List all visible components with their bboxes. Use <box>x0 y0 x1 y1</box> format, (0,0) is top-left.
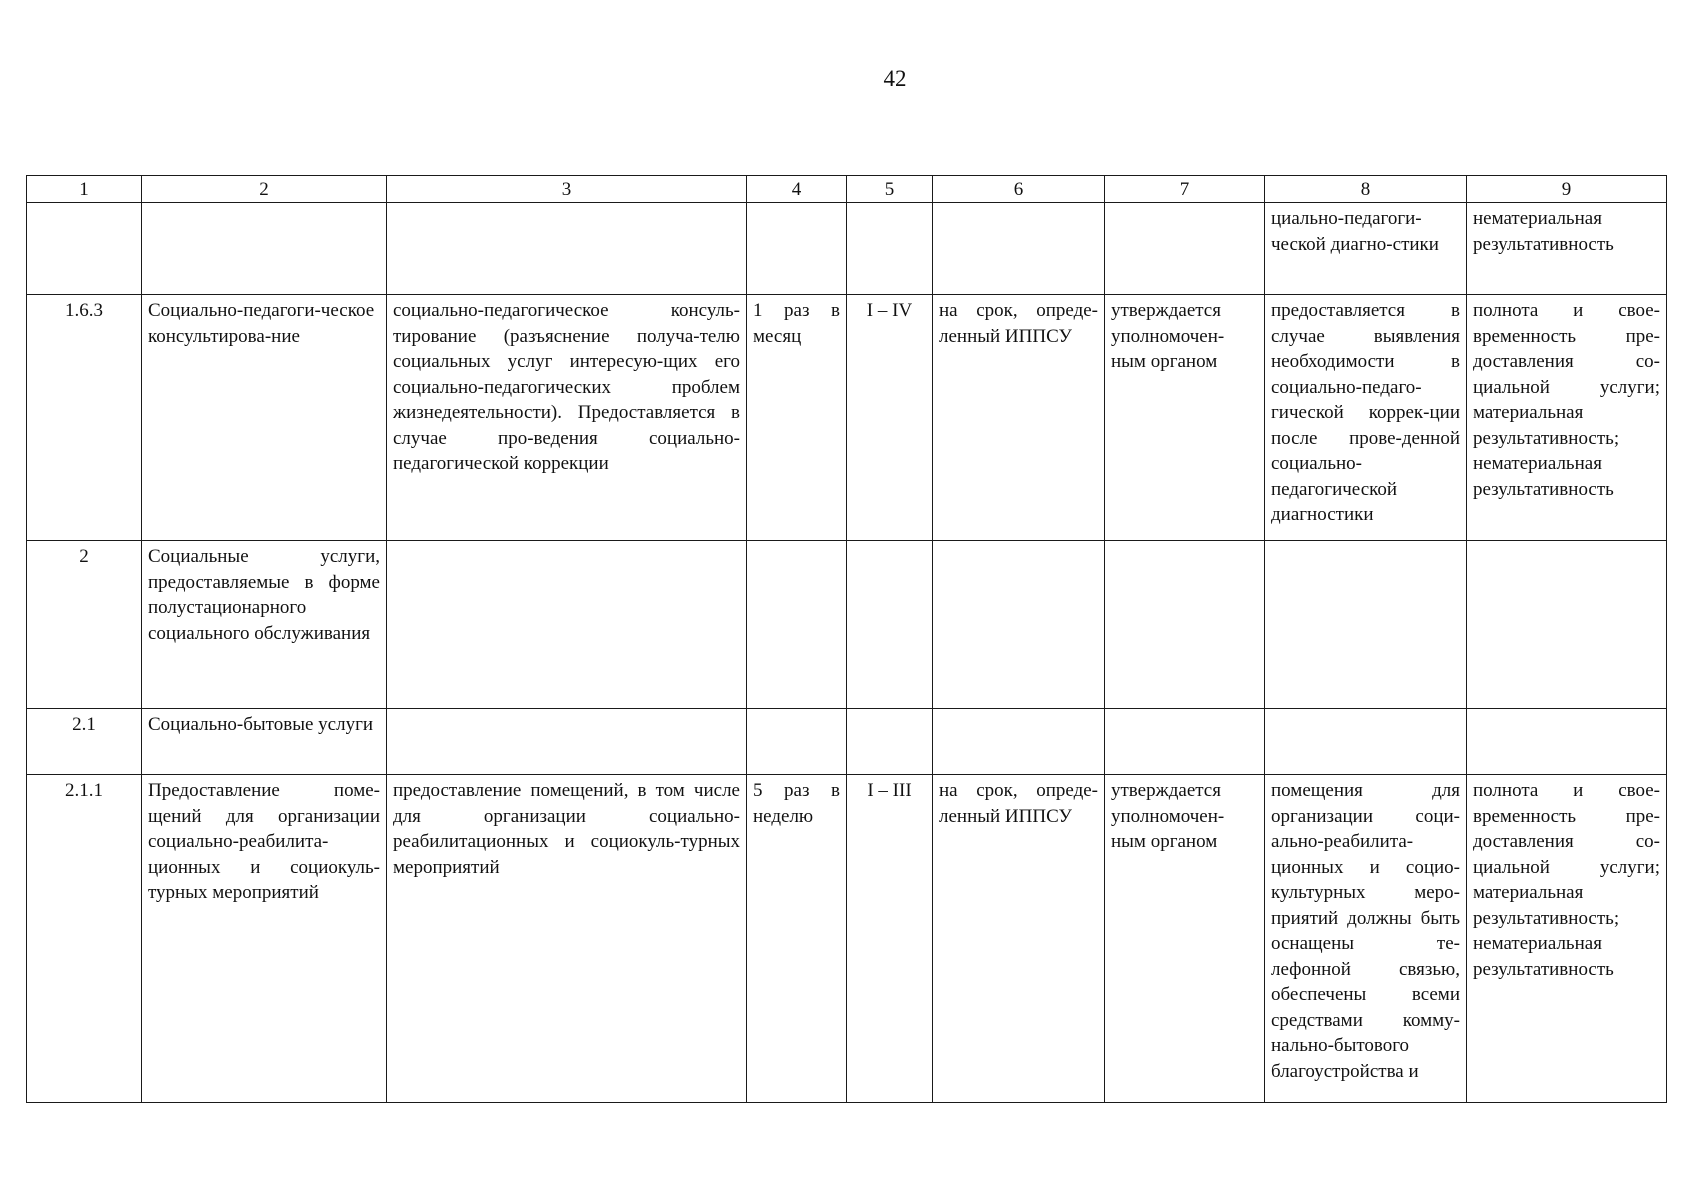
cell-number: 2 <box>27 541 142 709</box>
cell-service-name <box>142 203 387 295</box>
cell-description <box>387 541 747 709</box>
cell-conditions <box>1265 541 1467 709</box>
cell-description <box>387 203 747 295</box>
cell-evaluation <box>1467 541 1667 709</box>
header-col-5: 5 <box>847 176 933 203</box>
header-col-1: 1 <box>27 176 142 203</box>
header-col-6: 6 <box>933 176 1105 203</box>
header-col-8: 8 <box>1265 176 1467 203</box>
cell-description <box>387 709 747 775</box>
table-row-1-6-3 <box>27 295 1667 541</box>
cell-conditions <box>1265 709 1467 775</box>
header-row <box>27 176 1667 203</box>
cell-tariff <box>1105 541 1265 709</box>
cell-term <box>933 541 1105 709</box>
cell-number: 2.1 <box>27 709 142 775</box>
table-row-2-1-1 <box>27 775 1667 1103</box>
header-col-7: 7 <box>1105 176 1265 203</box>
cell-frequency <box>747 203 847 295</box>
cell-tariff <box>1105 203 1265 295</box>
cell-description: предоставление помещений, в том числе для организации социально-реабилитационных и социокуль-турных мероприятий <box>387 775 747 1103</box>
cell-groups: I – IV <box>847 295 933 541</box>
cell-tariff <box>1105 709 1265 775</box>
cell-term <box>933 709 1105 775</box>
cell-service-name: Предоставление поме-щений для организации социально-реабилита-ционных и социокуль-турных мероприятий <box>142 775 387 1103</box>
header-col-3: 3 <box>387 176 747 203</box>
page-number: 42 <box>883 66 907 91</box>
table-row-2-1 <box>27 709 1667 775</box>
cell-groups <box>847 203 933 295</box>
services-table <box>26 175 1667 1103</box>
table-row-continuation <box>27 203 1667 295</box>
cell-frequency: 5 раз в неделю <box>747 775 847 1103</box>
cell-term: на срок, опреде-ленный ИППСУ <box>933 295 1105 541</box>
cell-term <box>933 203 1105 295</box>
cell-description: социально-педагогическое консуль-тирование (разъяснение получа-телю социальных услуг интересую-щих его социально-педагогических проблем жизнедеятельности). Предоставляется в случае про-ведения социально-педагогической коррекции <box>387 295 747 541</box>
cell-number: 2.1.1 <box>27 775 142 1103</box>
header-col-9: 9 <box>1467 176 1667 203</box>
cell-conditions: циально-педагоги-ческой диагно-стики <box>1265 203 1467 295</box>
cell-service-name: Социально-педагоги-ческое консультирова-ние <box>142 295 387 541</box>
cell-evaluation: полнота и свое-временность пре-доставления со-циальной услуги; материальная результативность; нематериальная результативность <box>1467 775 1667 1103</box>
cell-groups <box>847 709 933 775</box>
header-col-4: 4 <box>747 176 847 203</box>
cell-number: 1.6.3 <box>27 295 142 541</box>
cell-tariff: утверждается уполномочен-ным органом <box>1105 295 1265 541</box>
cell-evaluation: полнота и свое-временность пре-доставления со-циальной услуги; материальная результативность; нематериальная результативность <box>1467 295 1667 541</box>
cell-groups: I – III <box>847 775 933 1103</box>
cell-frequency <box>747 709 847 775</box>
cell-tariff: утверждается уполномочен-ным органом <box>1105 775 1265 1103</box>
cell-conditions: помещения для организации соци-ально-реабилита-ционных и социо-культурных меро-приятий должны быть оснащены те-лефонной связью, обеспечены всеми средствами комму-нально-бытового благоустройства и <box>1265 775 1467 1103</box>
cell-frequency: 1 раз в месяц <box>747 295 847 541</box>
cell-service-name: Социальные услуги, предоставляемые в форме полустационарного социального обслуживания <box>142 541 387 709</box>
cell-evaluation: нематериальная результативность <box>1467 203 1667 295</box>
cell-evaluation <box>1467 709 1667 775</box>
header-col-2: 2 <box>142 176 387 203</box>
cell-term: на срок, опреде-ленный ИППСУ <box>933 775 1105 1103</box>
cell-service-name: Социально-бытовые услуги <box>142 709 387 775</box>
cell-number <box>27 203 142 295</box>
cell-conditions: предоставляется в случае выявления необходимости в социально-педаго-гической коррек-ции после прове-денной социально-педагогической диагностики <box>1265 295 1467 541</box>
cell-groups <box>847 541 933 709</box>
cell-frequency <box>747 541 847 709</box>
table-row-2 <box>27 541 1667 709</box>
